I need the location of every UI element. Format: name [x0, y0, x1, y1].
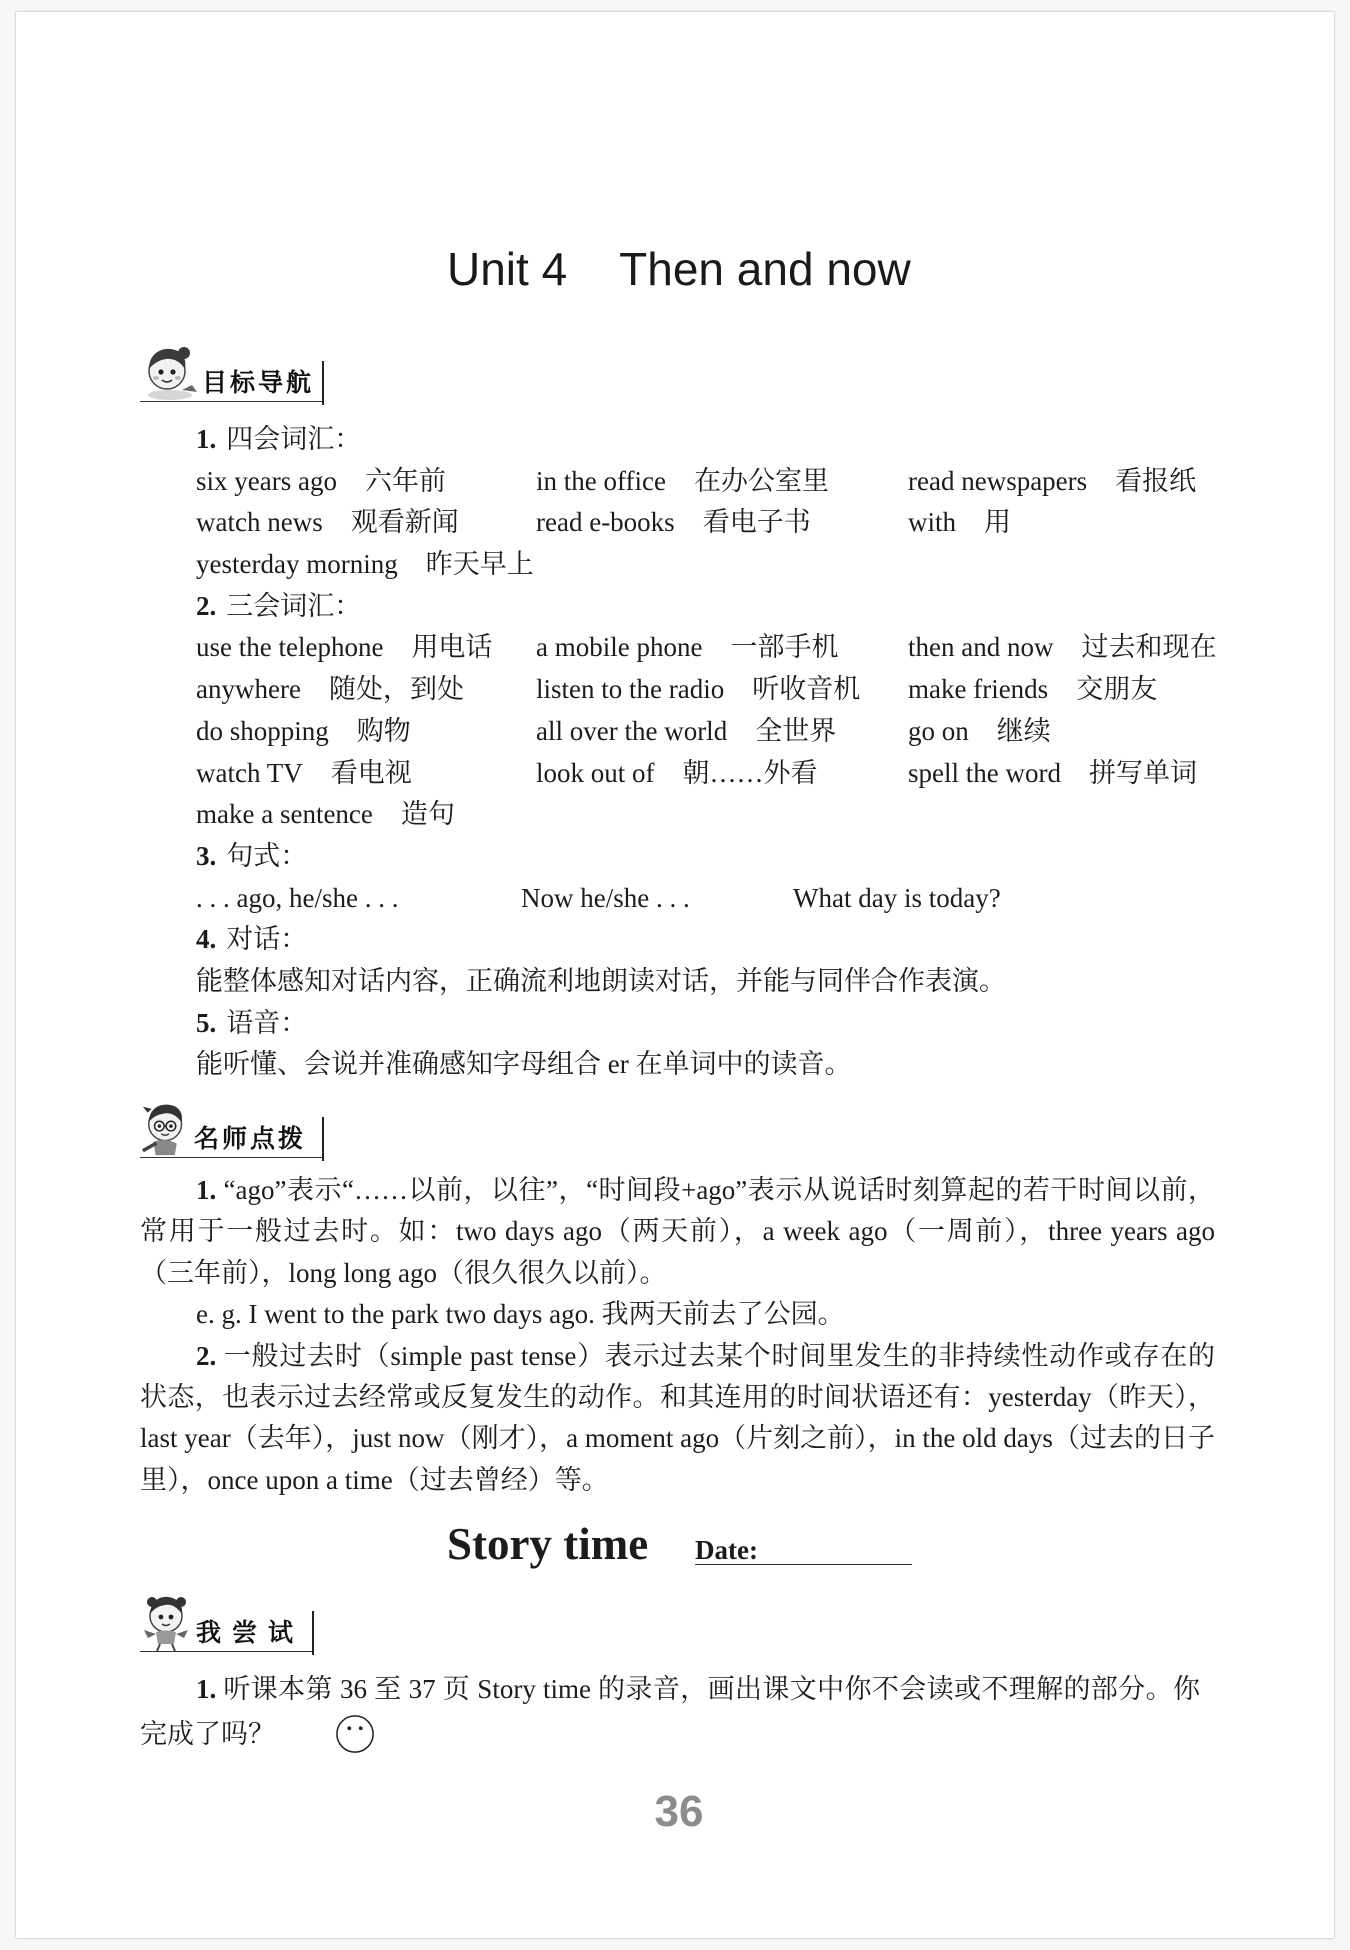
vocab-chinese: 看电子书	[702, 507, 811, 538]
vocab-chinese: 拼写单词	[1088, 757, 1197, 788]
vocab-english: make a sentence	[196, 799, 373, 830]
vocab-english: watch TV	[196, 757, 303, 788]
section-header-tips	[140, 1100, 324, 1158]
vocab-entry	[536, 753, 818, 795]
vocab-english: use the telephone	[196, 632, 384, 663]
sentence-pattern: Now he/she . . .	[521, 882, 690, 913]
cartoon-girl-icon	[140, 1100, 198, 1158]
vocab-entry	[536, 669, 860, 711]
section-title: 我尝试	[196, 1618, 305, 1647]
trial-content	[140, 1667, 1200, 1757]
date-field	[695, 1530, 912, 1565]
vocab-english: read newspapers	[908, 465, 1088, 496]
vocab-row	[196, 669, 1236, 711]
patterns-heading	[196, 836, 1236, 878]
vocab-english: yesterday morning	[196, 549, 398, 580]
vocab-entry	[908, 502, 1011, 544]
item-label: 句式：	[226, 840, 308, 871]
vocab-entry	[196, 794, 455, 836]
unit-label: Unit 4	[447, 243, 568, 295]
tips-content	[140, 1170, 1215, 1501]
trial-task	[140, 1667, 1200, 1757]
vocab-chinese: 听收音机	[752, 674, 861, 705]
dialogue-goal: 能整体感知对话内容，正确流利地朗读对话，并能与同伴合作表演。	[196, 965, 1006, 996]
vocab-english: spell the word	[908, 757, 1061, 788]
item-label: 三会词汇：	[226, 590, 362, 621]
vocab-entry	[196, 711, 411, 753]
vocab-english: read e-books	[536, 507, 675, 538]
vocab-english: look out of	[536, 757, 655, 788]
item-label: 语音：	[226, 1007, 308, 1038]
vocab-chinese: 昨天早上	[425, 549, 534, 580]
vocab-chinese: 交朋友	[1076, 674, 1158, 705]
vocab-entry	[908, 461, 1196, 503]
vocab-entry	[196, 753, 412, 795]
vocab-entry	[536, 502, 811, 544]
vocab-chinese: 用	[984, 507, 1012, 538]
tip-text: 一般过去时（simple past tense）表示过去某个时间里发生的非持续性动作或存在的状态，也表示过去经常或反复发生的动作。和其连用的时间状语还有：yesterday（昨天），last year（去年），just now（刚才），a moment ago（片刻之前），in the old days（过去的日子里），once upon a time（过去曾经）等。	[140, 1340, 1216, 1495]
vocab-row	[196, 461, 1236, 503]
date-label: Date:	[695, 1535, 758, 1565]
sentence-pattern: . . . ago, he/she . . .	[196, 882, 399, 913]
section-title: 名师点拨	[194, 1124, 307, 1153]
vocab-english: all over the world	[536, 715, 728, 746]
vocab-entry	[908, 669, 1157, 711]
item-number: 1.	[196, 424, 217, 454]
phonics-goal: 能听懂、会说并准确感知字母组合 er 在单词中的读音。	[196, 1049, 852, 1080]
vocab-chinese: 购物	[356, 715, 411, 746]
vocab-chinese: 过去和现在	[1081, 632, 1217, 663]
vocab-row	[196, 794, 1236, 836]
vocab-chinese: 继续	[996, 715, 1051, 746]
vocab-english: make friends	[908, 674, 1049, 705]
unit-title	[447, 243, 911, 295]
item-number: 2.	[196, 1340, 217, 1371]
vocab-entry	[536, 627, 838, 669]
vocab-entry	[196, 627, 492, 669]
vocab-chinese: 随处，到处	[328, 674, 464, 705]
vocab-english: listen to the radio	[536, 674, 725, 705]
vocab-chinese: 一部手机	[730, 632, 839, 663]
vocab-chinese: 看电视	[330, 757, 412, 788]
item-number: 1.	[196, 1674, 217, 1704]
sentence-pattern: What day is today?	[793, 882, 1001, 913]
vocab-chinese: 看报纸	[1115, 465, 1197, 496]
tip-point	[140, 1336, 1215, 1502]
vocab-english: watch news	[196, 507, 323, 538]
vocab-entry	[196, 544, 534, 586]
goals-content	[196, 419, 1236, 1086]
vocab-chinese: 在办公室里	[693, 465, 829, 496]
vocab-english: anywhere	[196, 674, 301, 705]
story-title: Story time	[447, 1519, 649, 1569]
vocab-english: six years ago	[196, 465, 337, 496]
vocab-row	[196, 544, 1236, 586]
item-label: 对话：	[226, 924, 308, 955]
item-number: 5.	[196, 1007, 217, 1038]
vocab-chinese: 朝……外看	[682, 757, 818, 788]
vocab-english: with	[908, 507, 957, 538]
unit-name: Then and now	[619, 243, 911, 295]
vocab-row	[196, 711, 1236, 753]
task-text: 听课本第 36 至 37 页 Story time 的录音，画出课文中你不会读或不理解的部分。你完成了吗？	[140, 1674, 1201, 1749]
vocab-chinese: 观看新闻	[350, 507, 459, 538]
dialogue-heading	[196, 919, 1236, 961]
cartoon-girl-icon	[140, 1594, 194, 1652]
phonics-heading	[196, 1003, 1236, 1045]
section-title: 目标导航	[202, 368, 315, 397]
vocab-row	[196, 502, 1236, 544]
vocab4-heading	[196, 419, 1236, 461]
vocab-english: do shopping	[196, 715, 329, 746]
cartoon-girl-icon	[140, 344, 200, 402]
item-label: 四会词汇：	[226, 424, 362, 454]
vocab-english: in the office	[536, 465, 666, 496]
page-number: 36	[654, 1787, 704, 1836]
vocab-entry	[908, 753, 1197, 795]
smiley-face-icon	[279, 1714, 319, 1754]
tip-point	[140, 1170, 1215, 1294]
patterns-row	[196, 878, 1236, 920]
vocab-entry	[908, 627, 1216, 669]
vocab3-heading	[196, 586, 1236, 628]
vocab-english: go on	[908, 715, 969, 746]
section-header-goals	[140, 344, 324, 402]
vocab-entry	[196, 502, 459, 544]
item-number: 1.	[196, 1175, 217, 1205]
item-number: 3.	[196, 840, 217, 871]
vocab-chinese: 用电话	[411, 632, 493, 663]
vocab-chinese: 全世界	[755, 715, 837, 746]
vocab-row	[196, 627, 1236, 669]
section-header-trial	[140, 1594, 314, 1652]
vocab-entry	[908, 711, 1051, 753]
item-number: 4.	[196, 924, 217, 955]
vocab-entry	[196, 461, 446, 503]
item-number: 2.	[196, 590, 217, 621]
vocab-chinese: 六年前	[364, 465, 446, 496]
vocab-row	[196, 753, 1236, 795]
vocab-chinese: 造句	[400, 799, 455, 830]
vocab-entry	[536, 711, 836, 753]
vocab-entry	[196, 669, 464, 711]
tip-text: “ago”表示“……以前，以往”，“时间段+ago”表示从说话时刻算起的若干时间以前，常用于一般过去时。如：two days ago（两天前），a week ago（一周前），three years ago（三年前），long long ago（很久很久以前）。	[140, 1175, 1215, 1288]
vocab-entry	[536, 461, 829, 503]
vocab-english: a mobile phone	[536, 632, 703, 663]
tip-example: e. g. I went to the park two days ago. 我两天前去了公园。	[196, 1299, 845, 1330]
vocab-english: then and now	[908, 632, 1054, 663]
